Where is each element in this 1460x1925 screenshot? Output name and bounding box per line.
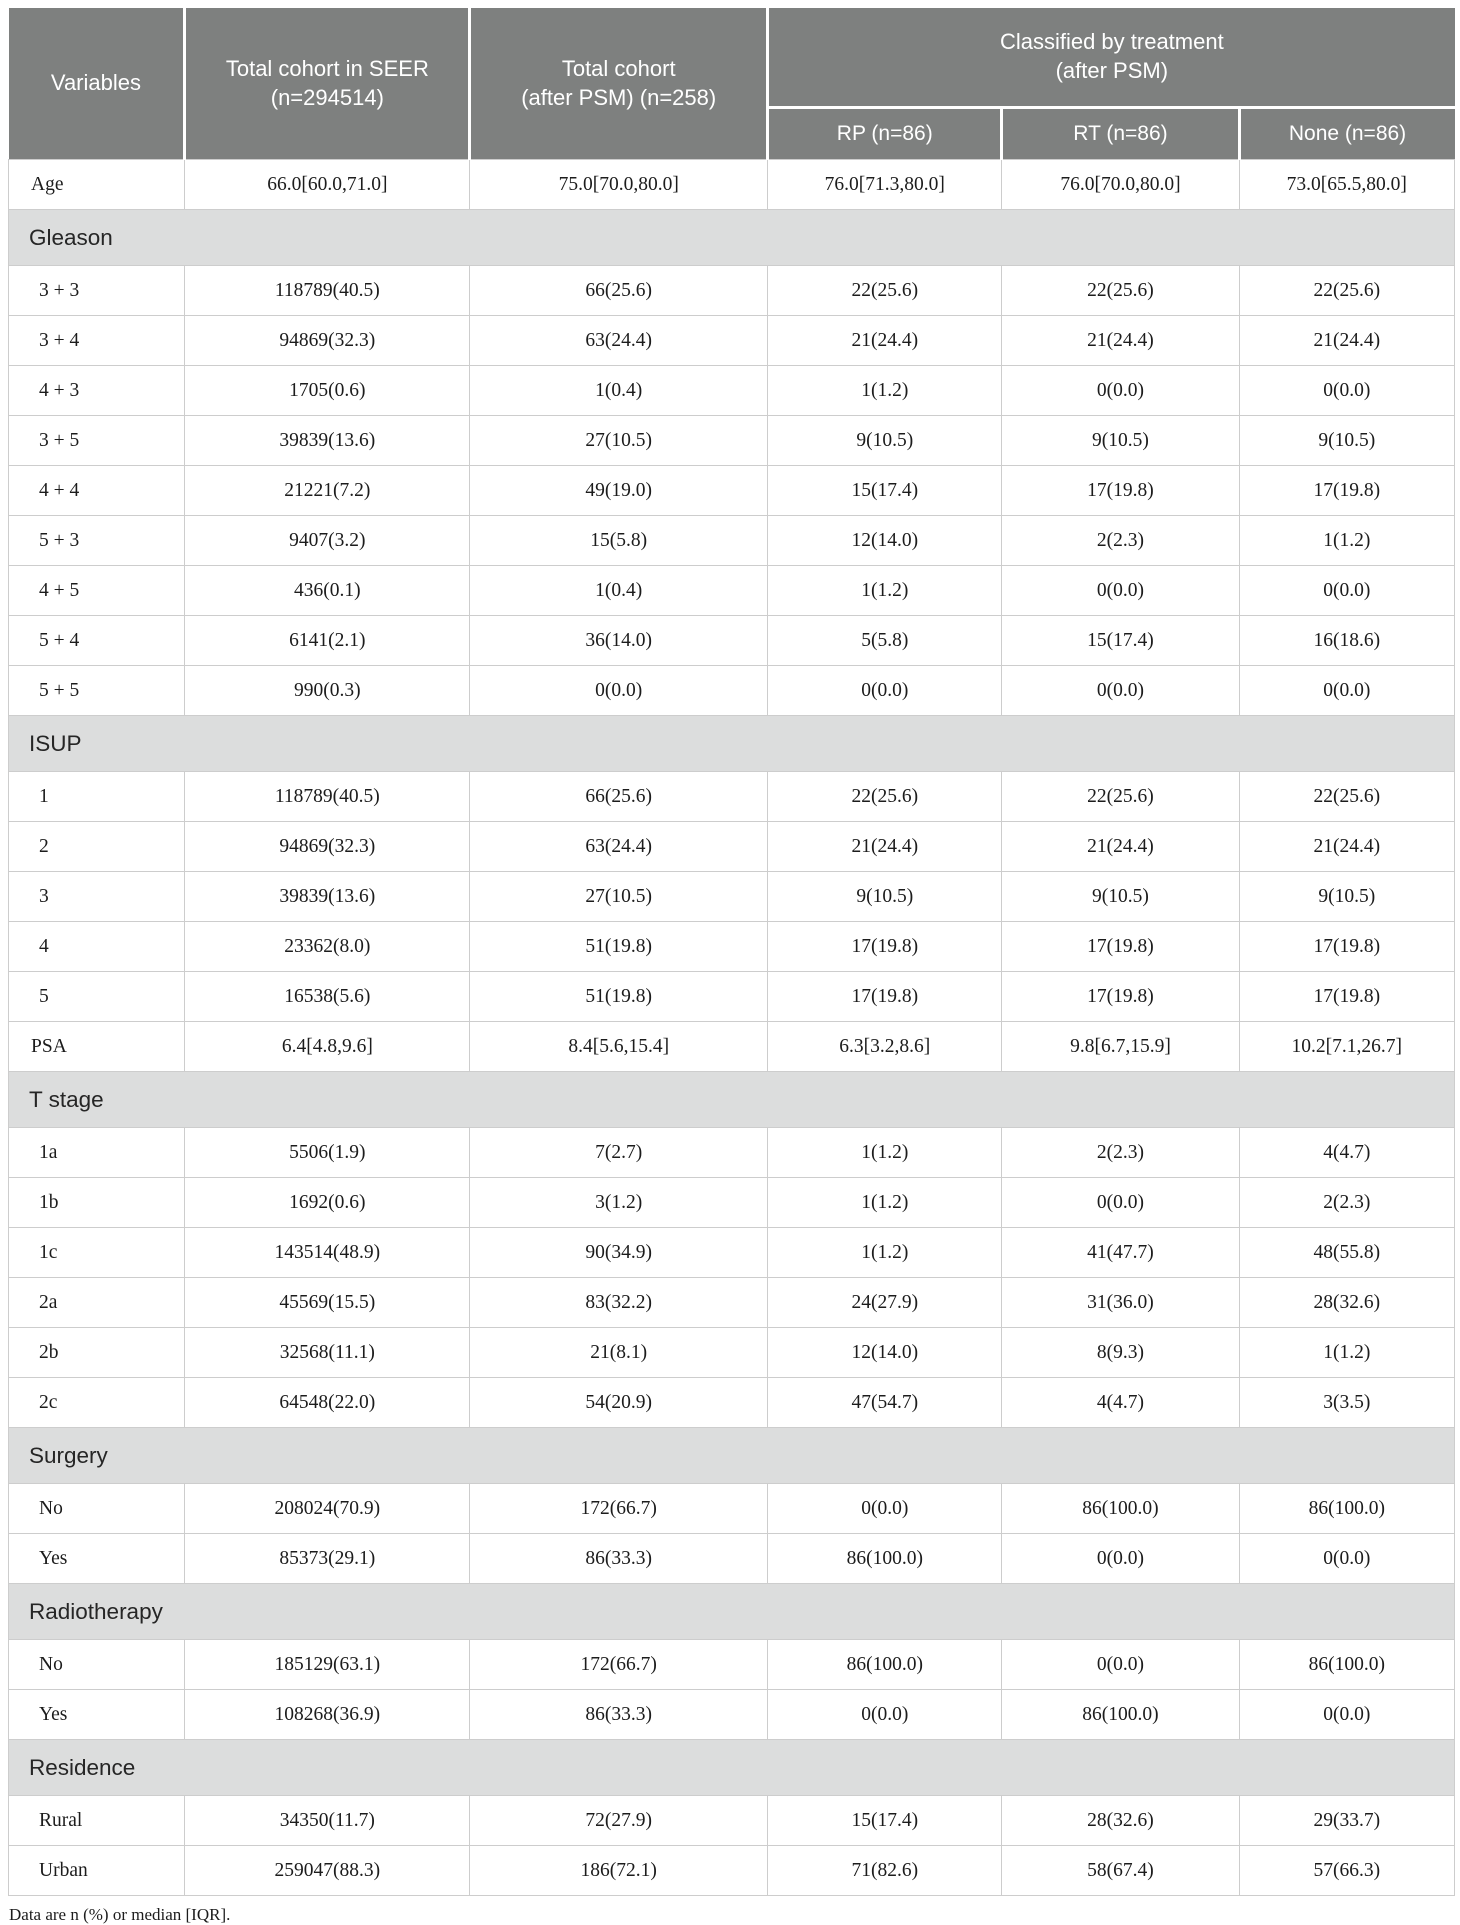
value-cell: 3(3.5) [1239, 1378, 1454, 1428]
value-cell: 86(100.0) [1239, 1640, 1454, 1690]
row-label: No [9, 1484, 185, 1534]
value-cell: 32568(11.1) [185, 1328, 470, 1378]
value-cell: 86(100.0) [1239, 1484, 1454, 1534]
value-cell: 72(27.9) [470, 1796, 768, 1846]
value-cell: 66(25.6) [470, 266, 768, 316]
value-cell: 6.4[4.8,9.6] [185, 1022, 470, 1072]
table-row [9, 566, 1455, 616]
value-cell: 85373(29.1) [185, 1534, 470, 1584]
table-row [9, 1796, 1455, 1846]
value-cell: 1(0.4) [470, 366, 768, 416]
table-row [9, 666, 1455, 716]
section-label: Surgery [9, 1428, 1455, 1484]
section-label: Gleason [9, 210, 1455, 266]
value-cell: 17(19.8) [1002, 466, 1239, 516]
value-cell: 172(66.7) [470, 1640, 768, 1690]
table-row [9, 1128, 1455, 1178]
value-cell: 9(10.5) [1239, 416, 1454, 466]
value-cell: 21(24.4) [1002, 316, 1239, 366]
value-cell: 1(1.2) [768, 1128, 1002, 1178]
section-label: Residence [9, 1740, 1455, 1796]
value-cell: 2(2.3) [1002, 1128, 1239, 1178]
value-cell: 22(25.6) [1002, 266, 1239, 316]
value-cell: 118789(40.5) [185, 772, 470, 822]
table-row [9, 266, 1455, 316]
row-label: 2c [9, 1378, 185, 1428]
value-cell: 83(32.2) [470, 1278, 768, 1328]
section-row [9, 716, 1455, 772]
value-cell: 29(33.7) [1239, 1796, 1454, 1846]
header-classified-line1: Classified by treatment [999, 29, 1224, 55]
value-cell: 172(66.7) [470, 1484, 768, 1534]
value-cell: 64548(22.0) [185, 1378, 470, 1428]
value-cell: 39839(13.6) [185, 872, 470, 922]
value-cell: 54(20.9) [470, 1378, 768, 1428]
section-label: Radiotherapy [9, 1584, 1455, 1640]
row-label: 3 + 4 [9, 316, 185, 366]
value-cell: 27(10.5) [470, 416, 768, 466]
value-cell: 259047(88.3) [185, 1846, 470, 1896]
row-label: 1 [9, 772, 185, 822]
value-cell: 0(0.0) [1239, 666, 1454, 716]
value-cell: 5506(1.9) [185, 1128, 470, 1178]
value-cell: 51(19.8) [470, 972, 768, 1022]
value-cell: 22(25.6) [768, 266, 1002, 316]
value-cell: 94869(32.3) [185, 822, 470, 872]
value-cell: 12(14.0) [768, 516, 1002, 566]
value-cell: 23362(8.0) [185, 922, 470, 972]
value-cell: 45569(15.5) [185, 1278, 470, 1328]
value-cell: 48(55.8) [1239, 1228, 1454, 1278]
section-row [9, 1740, 1455, 1796]
value-cell: 16538(5.6) [185, 972, 470, 1022]
header-classified [768, 8, 1455, 108]
header-total-seer-line2: (n=294514) [270, 84, 384, 110]
value-cell: 28(32.6) [1002, 1796, 1239, 1846]
header-rp: RP (n=86) [768, 108, 1002, 160]
value-cell: 34350(11.7) [185, 1796, 470, 1846]
row-label: 5 + 3 [9, 516, 185, 566]
value-cell: 17(19.8) [1239, 972, 1454, 1022]
value-cell: 86(33.3) [470, 1690, 768, 1740]
header-variables: Variables [9, 8, 185, 160]
value-cell: 4(4.7) [1002, 1378, 1239, 1428]
value-cell: 0(0.0) [1002, 1178, 1239, 1228]
value-cell: 17(19.8) [768, 922, 1002, 972]
header-total-psm [470, 8, 768, 160]
value-cell: 2(2.3) [1239, 1178, 1454, 1228]
value-cell: 1(1.2) [1239, 1328, 1454, 1378]
table-row [9, 972, 1455, 1022]
table-row [9, 366, 1455, 416]
value-cell: 86(100.0) [1002, 1484, 1239, 1534]
value-cell: 5(5.8) [768, 616, 1002, 666]
row-label: 4 + 5 [9, 566, 185, 616]
value-cell: 1(1.2) [768, 566, 1002, 616]
header-none: None (n=86) [1239, 108, 1454, 160]
value-cell: 1(1.2) [768, 1228, 1002, 1278]
table-row [9, 1022, 1455, 1072]
row-label: 2 [9, 822, 185, 872]
row-label: Rural [9, 1796, 185, 1846]
value-cell: 2(2.3) [1002, 516, 1239, 566]
value-cell: 0(0.0) [768, 1484, 1002, 1534]
value-cell: 51(19.8) [470, 922, 768, 972]
header-total-seer [185, 8, 470, 160]
value-cell: 94869(32.3) [185, 316, 470, 366]
value-cell: 39839(13.6) [185, 416, 470, 466]
table-row [9, 772, 1455, 822]
value-cell: 86(100.0) [1002, 1690, 1239, 1740]
value-cell: 9(10.5) [1002, 416, 1239, 466]
table-header [9, 8, 1455, 160]
row-label: No [9, 1640, 185, 1690]
value-cell: 21(8.1) [470, 1328, 768, 1378]
header-total-seer-line1: Total cohort in SEER [225, 55, 429, 81]
section-row [9, 1584, 1455, 1640]
value-cell: 10.2[7.1,26.7] [1239, 1022, 1454, 1072]
row-label: 3 [9, 872, 185, 922]
table-row [9, 160, 1455, 210]
value-cell: 143514(48.9) [185, 1228, 470, 1278]
value-cell: 0(0.0) [1239, 1534, 1454, 1584]
value-cell: 75.0[70.0,80.0] [470, 160, 768, 210]
value-cell: 22(25.6) [768, 772, 1002, 822]
value-cell: 9407(3.2) [185, 516, 470, 566]
table-row [9, 516, 1455, 566]
value-cell: 17(19.8) [1002, 972, 1239, 1022]
value-cell: 86(100.0) [768, 1640, 1002, 1690]
table-footnote: Data are n (%) or median [IQR]. [9, 1905, 231, 1924]
value-cell: 3(1.2) [470, 1178, 768, 1228]
value-cell: 27(10.5) [470, 872, 768, 922]
value-cell: 4(4.7) [1239, 1128, 1454, 1178]
value-cell: 47(54.7) [768, 1378, 1002, 1428]
value-cell: 0(0.0) [1239, 1690, 1454, 1740]
row-label: 4 + 4 [9, 466, 185, 516]
value-cell: 15(5.8) [470, 516, 768, 566]
value-cell: 63(24.4) [470, 822, 768, 872]
value-cell: 17(19.8) [1002, 922, 1239, 972]
value-cell: 21(24.4) [1239, 822, 1454, 872]
value-cell: 185129(63.1) [185, 1640, 470, 1690]
row-label: 4 [9, 922, 185, 972]
value-cell: 12(14.0) [768, 1328, 1002, 1378]
table-row [9, 872, 1455, 922]
value-cell: 49(19.0) [470, 466, 768, 516]
value-cell: 66(25.6) [470, 772, 768, 822]
value-cell: 28(32.6) [1239, 1278, 1454, 1328]
value-cell: 17(19.8) [1239, 466, 1454, 516]
row-label: 1b [9, 1178, 185, 1228]
header-total-psm-line2: (after PSM) (n=258) [521, 84, 717, 110]
value-cell: 436(0.1) [185, 566, 470, 616]
value-cell: 6141(2.1) [185, 616, 470, 666]
table-row [9, 1484, 1455, 1534]
value-cell: 9(10.5) [768, 416, 1002, 466]
value-cell: 15(17.4) [768, 1796, 1002, 1846]
value-cell: 58(67.4) [1002, 1846, 1239, 1896]
value-cell: 0(0.0) [470, 666, 768, 716]
value-cell: 8.4[5.6,15.4] [470, 1022, 768, 1072]
cohort-table-container [8, 8, 1455, 1925]
table-row [9, 822, 1455, 872]
value-cell: 0(0.0) [1002, 1534, 1239, 1584]
value-cell: 21(24.4) [1239, 316, 1454, 366]
value-cell: 108268(36.9) [185, 1690, 470, 1740]
value-cell: 21(24.4) [1002, 822, 1239, 872]
value-cell: 71(82.6) [768, 1846, 1002, 1896]
value-cell: 17(19.8) [768, 972, 1002, 1022]
row-label: 4 + 3 [9, 366, 185, 416]
table-row [9, 1534, 1455, 1584]
row-label: PSA [9, 1022, 185, 1072]
table-row [9, 1846, 1455, 1896]
value-cell: 76.0[70.0,80.0] [1002, 160, 1239, 210]
value-cell: 0(0.0) [1239, 566, 1454, 616]
table-row [9, 1378, 1455, 1428]
section-label: ISUP [9, 716, 1455, 772]
value-cell: 8(9.3) [1002, 1328, 1239, 1378]
header-classified-line2: (after PSM) [1055, 58, 1169, 83]
table-row [9, 1640, 1455, 1690]
table-row [9, 466, 1455, 516]
row-label: 5 + 4 [9, 616, 185, 666]
table-row [9, 1278, 1455, 1328]
value-cell: 9(10.5) [1002, 872, 1239, 922]
value-cell: 990(0.3) [185, 666, 470, 716]
value-cell: 0(0.0) [768, 1690, 1002, 1740]
value-cell: 9(10.5) [1239, 872, 1454, 922]
value-cell: 63(24.4) [470, 316, 768, 366]
value-cell: 118789(40.5) [185, 266, 470, 316]
value-cell: 22(25.6) [1239, 266, 1454, 316]
value-cell: 0(0.0) [768, 666, 1002, 716]
value-cell: 21(24.4) [768, 822, 1002, 872]
row-label: 3 + 5 [9, 416, 185, 466]
value-cell: 208024(70.9) [185, 1484, 470, 1534]
value-cell: 21221(7.2) [185, 466, 470, 516]
row-label: 2b [9, 1328, 185, 1378]
value-cell: 15(17.4) [1002, 616, 1239, 666]
value-cell: 1(0.4) [470, 566, 768, 616]
header-main-row [9, 8, 1455, 108]
row-label: 5 + 5 [9, 666, 185, 716]
value-cell: 73.0[65.5,80.0] [1239, 160, 1454, 210]
value-cell: 1692(0.6) [185, 1178, 470, 1228]
value-cell: 1(1.2) [768, 366, 1002, 416]
row-label: 1a [9, 1128, 185, 1178]
value-cell: 86(100.0) [768, 1534, 1002, 1584]
table-row [9, 416, 1455, 466]
value-cell: 17(19.8) [1239, 922, 1454, 972]
table-row [9, 1178, 1455, 1228]
value-cell: 16(18.6) [1239, 616, 1454, 666]
value-cell: 186(72.1) [470, 1846, 768, 1896]
row-label: Yes [9, 1690, 185, 1740]
value-cell: 31(36.0) [1002, 1278, 1239, 1328]
row-label: Yes [9, 1534, 185, 1584]
value-cell: 6.3[3.2,8.6] [768, 1022, 1002, 1072]
table-row [9, 922, 1455, 972]
table-row [9, 616, 1455, 666]
header-total-psm-line1: Total cohort [561, 55, 676, 81]
value-cell: 90(34.9) [470, 1228, 768, 1278]
row-label: 5 [9, 972, 185, 1022]
value-cell: 21(24.4) [768, 316, 1002, 366]
value-cell: 0(0.0) [1002, 566, 1239, 616]
value-cell: 7(2.7) [470, 1128, 768, 1178]
section-row [9, 1428, 1455, 1484]
section-row [9, 1072, 1455, 1128]
table-row [9, 1328, 1455, 1378]
value-cell: 24(27.9) [768, 1278, 1002, 1328]
table-body [9, 160, 1455, 1896]
section-label: T stage [9, 1072, 1455, 1128]
row-label: Urban [9, 1846, 185, 1896]
row-label: Age [9, 160, 185, 210]
cohort-table [8, 8, 1455, 1896]
row-label: 2a [9, 1278, 185, 1328]
value-cell: 1705(0.6) [185, 366, 470, 416]
value-cell: 0(0.0) [1239, 366, 1454, 416]
value-cell: 15(17.4) [768, 466, 1002, 516]
value-cell: 66.0[60.0,71.0] [185, 160, 470, 210]
value-cell: 9(10.5) [768, 872, 1002, 922]
section-row [9, 210, 1455, 266]
value-cell: 9.8[6.7,15.9] [1002, 1022, 1239, 1072]
value-cell: 0(0.0) [1002, 666, 1239, 716]
value-cell: 1(1.2) [1239, 516, 1454, 566]
header-rt: RT (n=86) [1002, 108, 1239, 160]
table-row [9, 316, 1455, 366]
value-cell: 0(0.0) [1002, 366, 1239, 416]
value-cell: 0(0.0) [1002, 1640, 1239, 1690]
row-label: 1c [9, 1228, 185, 1278]
value-cell: 1(1.2) [768, 1178, 1002, 1228]
value-cell: 36(14.0) [470, 616, 768, 666]
value-cell: 86(33.3) [470, 1534, 768, 1584]
value-cell: 22(25.6) [1239, 772, 1454, 822]
table-row [9, 1690, 1455, 1740]
value-cell: 57(66.3) [1239, 1846, 1454, 1896]
table-row [9, 1228, 1455, 1278]
value-cell: 22(25.6) [1002, 772, 1239, 822]
value-cell: 76.0[71.3,80.0] [768, 160, 1002, 210]
value-cell: 41(47.7) [1002, 1228, 1239, 1278]
row-label: 3 + 3 [9, 266, 185, 316]
